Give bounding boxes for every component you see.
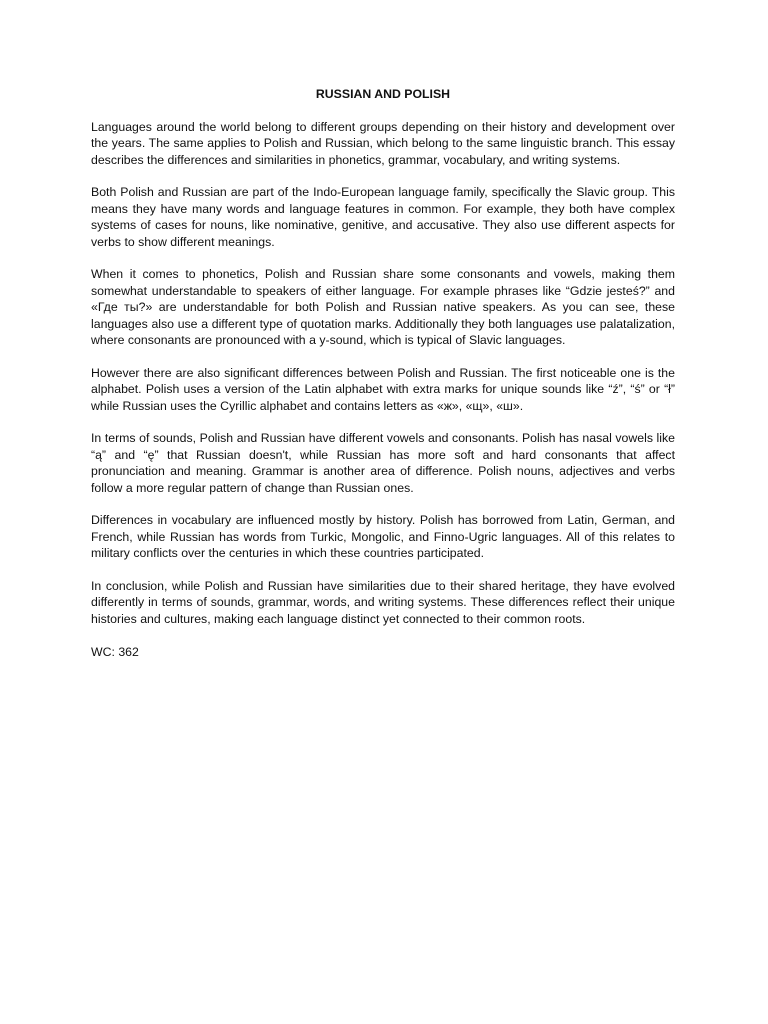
paragraph-alphabet-differences: However there are also significant differences between Polish and Russian. The first noticeable one is the alphabet. Polish uses a version of the Latin alphabet with extra marks for unique sounds like “ź”, “ś” or “ł” while Russian uses the Cyrillic alphabet and contains letters as «ж», «щ», «ш». bbox=[91, 365, 675, 413]
document-page bbox=[91, 86, 675, 660]
document-title: RUSSIAN AND POLISH bbox=[315, 87, 451, 101]
paragraph-sounds-grammar: In terms of sounds, Polish and Russian have different vowels and consonants. Polish has nasal vowels like “ą” and “ę” that Russian doesn't, while Russian has more soft and hard consonants that affect pronunciation and meaning. Grammar is another area of difference. Polish nouns, adjectives and verbs follow a more regular pattern of change than Russian ones. bbox=[91, 431, 675, 495]
paragraph-introduction: Languages around the world belong to different groups depending on their history and development over the years. The same applies to Polish and Russian, which belong to the same linguistic branch. This essay describes the differences and similarities in phonetics, grammar, vocabulary, and writing systems. bbox=[91, 119, 675, 167]
paragraph-vocabulary: Differences in vocabulary are influenced mostly by history. Polish has borrowed from Latin, German, and French, while Russian has words from Turkic, Mongolic, and Finno-Ugric languages. All of this relates to military conflicts over the centuries in which these countries participated. bbox=[91, 513, 675, 561]
word-count: WC: 362 bbox=[91, 644, 139, 659]
paragraph-language-family: Both Polish and Russian are part of the Indo-European language family, specifically the Slavic group. This means they have many words and language features in common. For example, they both have complex systems of cases for nouns, like nominative, genitive, and accusative. They also use different aspects for verbs to show different meanings. bbox=[91, 185, 675, 249]
paragraph-phonetics-similarities: When it comes to phonetics, Polish and Russian share some consonants and vowels, making them somewhat understandable to speakers of either language. For example phrases like “Gdzie jesteś?” and «Где ты?» are understandable for both Polish and Russian native speakers. As you can see, these languages also use a different type of quotation marks. Additionally they both languages use palatalization, where consonants are pronounced with a y-sound, which is typical of Slavic languages. bbox=[91, 267, 675, 348]
paragraph-conclusion: In conclusion, while Polish and Russian have similarities due to their shared heritage, they have evolved differently in terms of sounds, grammar, words, and writing systems. These differences reflect their unique histories and cultures, making each language distinct yet connected to their common roots. bbox=[91, 579, 675, 626]
